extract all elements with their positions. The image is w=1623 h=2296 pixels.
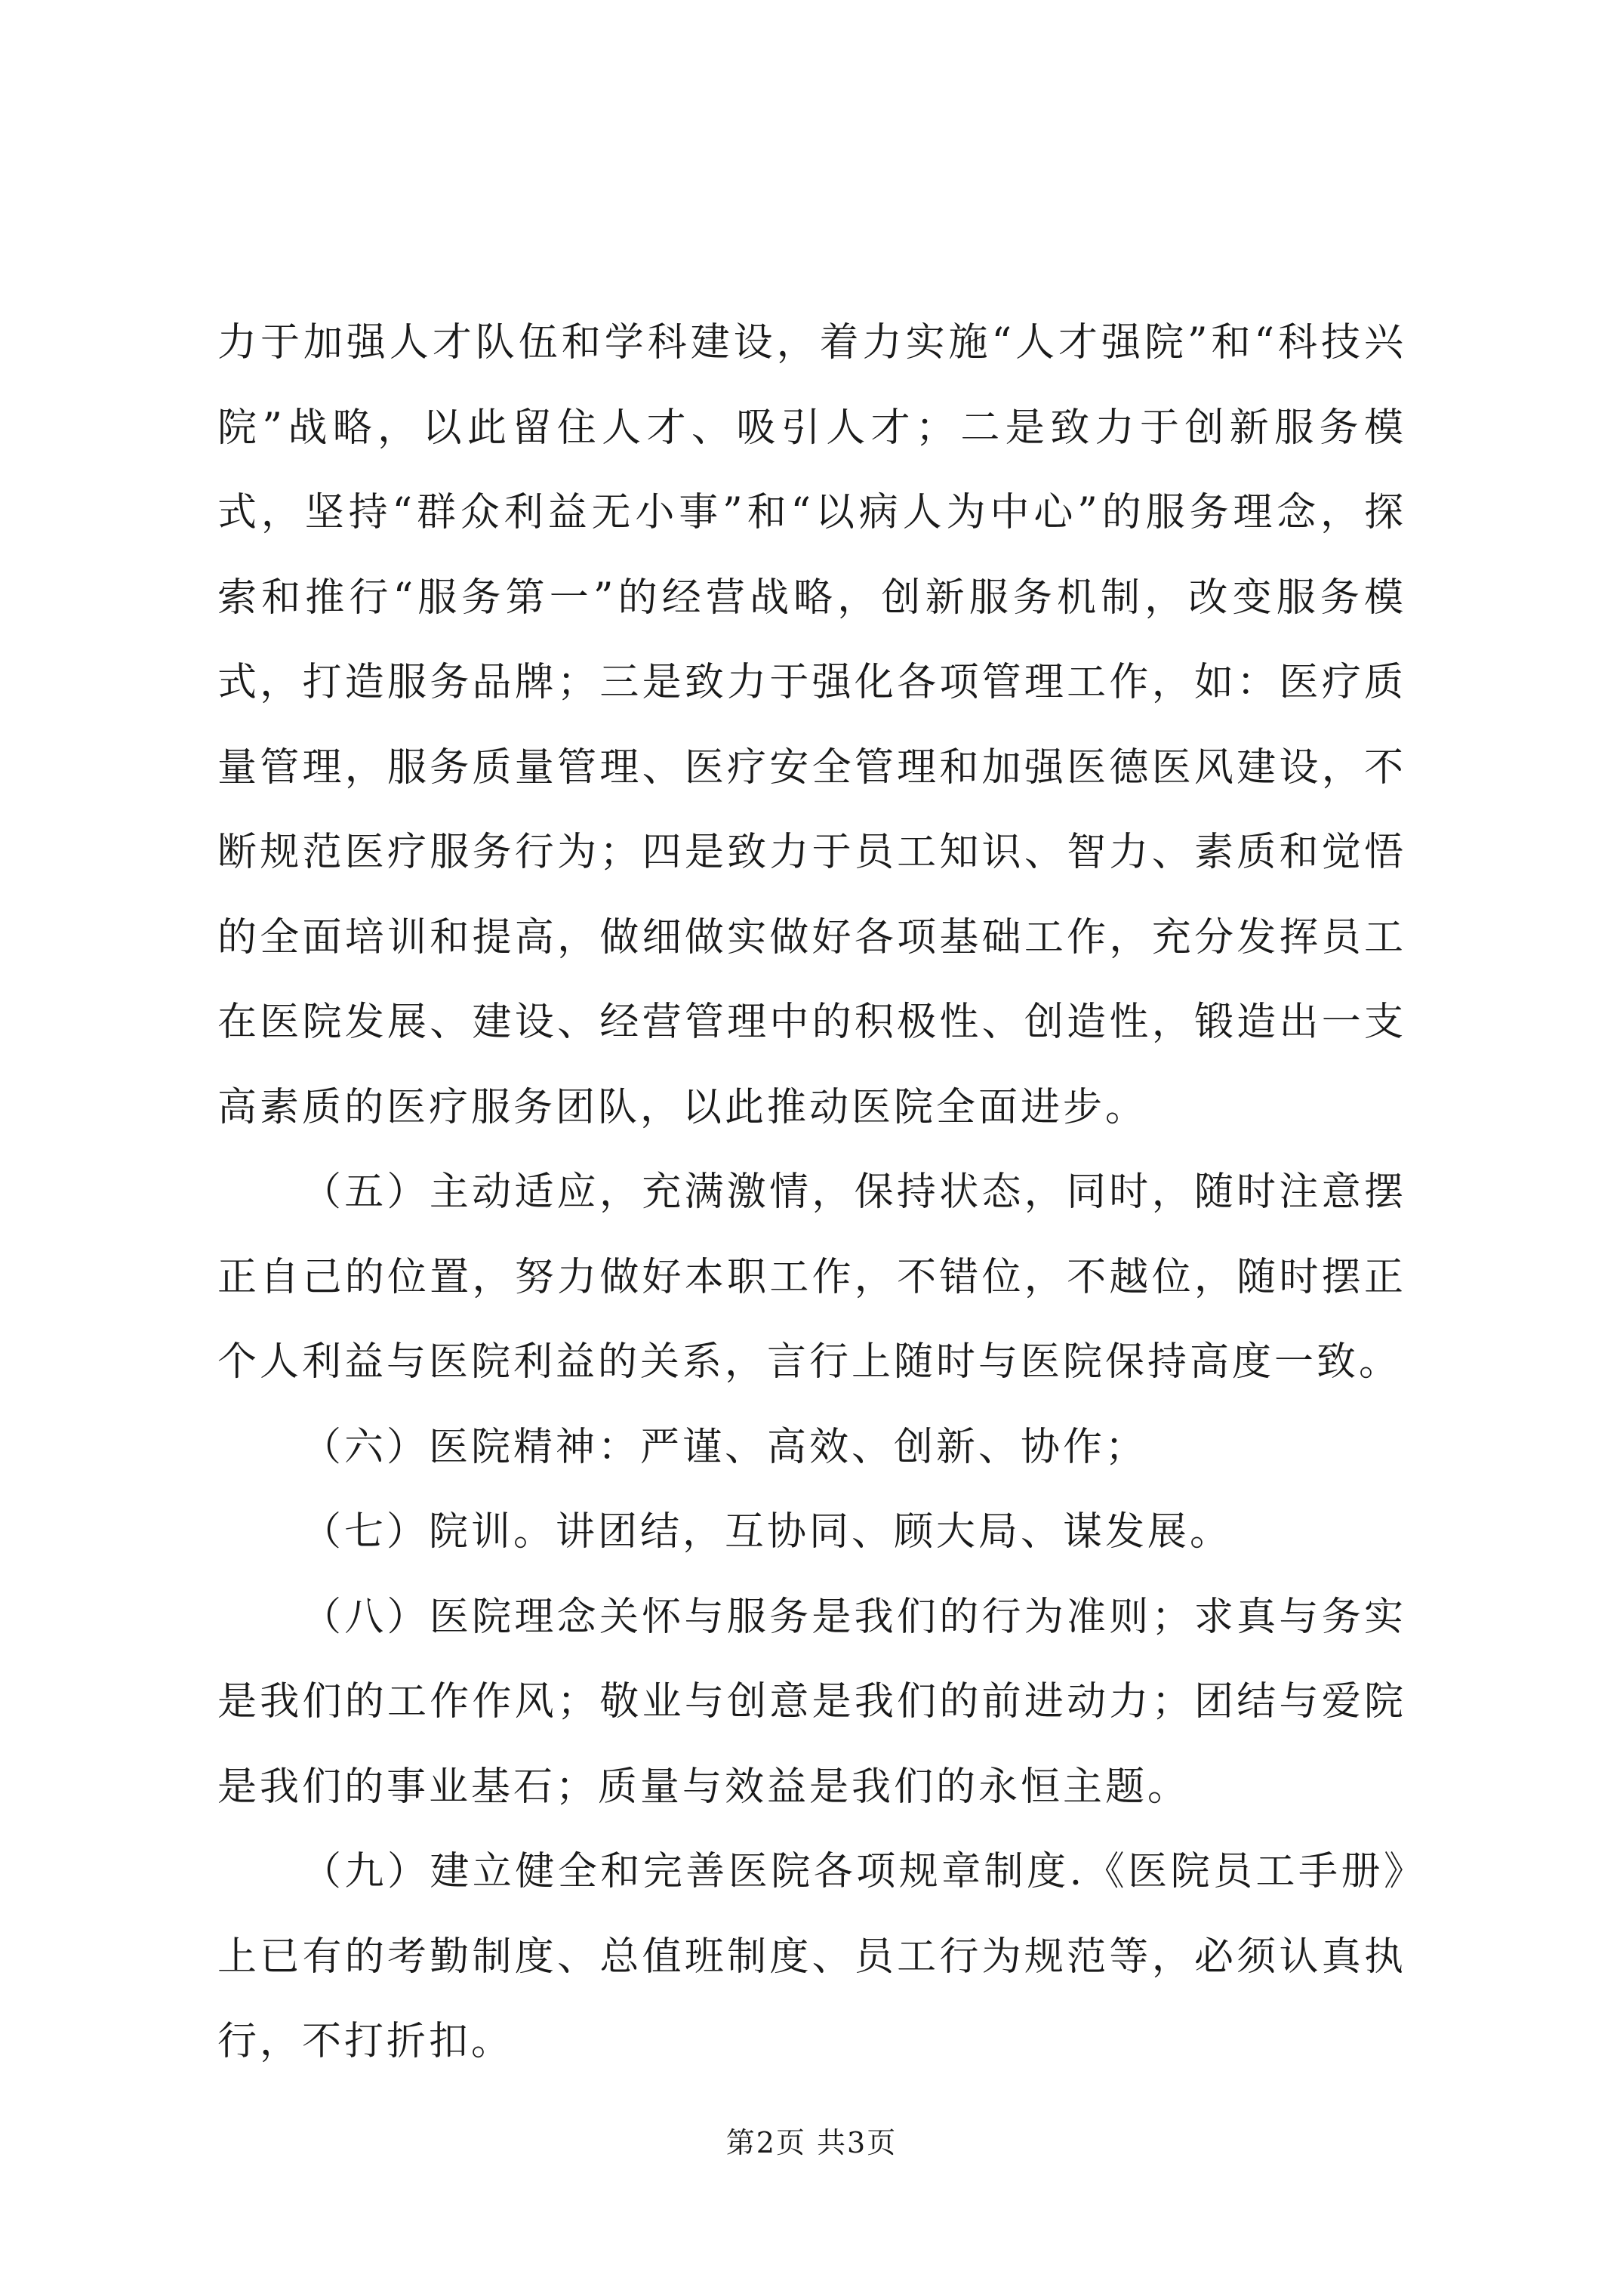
paragraph-3: （六）医院精神：严谨、高效、创新、协作； [302,1424,1148,1470]
paragraph-5: （八）医院理念关怀与服务是我们的行为准则；求真与务实是我们的工作作风；敬业与创意是我们的前进动力；团结与爱院是我们的事业基石；质量与效益是我们的永恒主题。 [217,1594,1406,1810]
paragraph-2: （五）主动适应，充满激情，保持状态，同时，随时注意摆正自己的位置，努力做好本职工作，不错位，不越位，随时摆正个人利益与医院利益的关系，言行上随时与医院保持高度一致。 [217,1170,1406,1385]
paragraph-1: 力于加强人才队伍和学科建设，着力实施“人才强院”和“科技兴院”战略，以此留住人才、吸引人才；二是致力于创新服务模式，坚持“群众利益无小事”和“以病人为中心”的服务理念，探索和推行“服务第一”的经营战略，创新服务机制，改变服务模式，打造服务品牌；三是致力于强化各项管理工作，如：医疗质量管理，服务质量管理、医疗安全管理和加强医德医风建设，不断规范医疗服务行为；四是致力于员工知识、智力、素质和觉悟的全面培训和提高，做细做实做好各项基础工作，充分发挥员工在医院发展、建设、经营管理中的积极性、创造性，锻造出一支高素质的医疗服务团队，以此推动医院全面进步。 [217,320,1406,1130]
paragraph-6: （九）建立健全和完善医院各项规章制度.《医院员工手册》上已有的考勤制度、总值班制度、员工行为规范等，必须认真执行，不打折扣。 [217,1849,1406,2064]
paragraph-4: （七）院训。讲团结，互协同、顾大局、谋发展。 [302,1509,1233,1555]
page-number-footer: 第2页 共3页 [725,2126,898,2159]
document-body [217,300,1406,2085]
